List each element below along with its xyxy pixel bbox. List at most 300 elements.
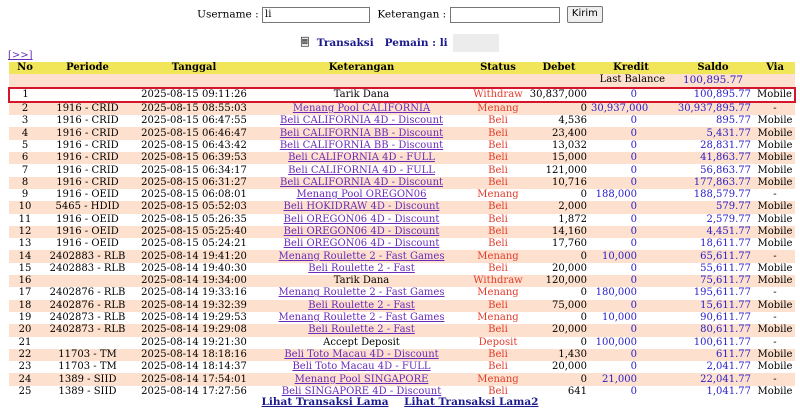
cell-saldo: 80,611.77 — [671, 324, 755, 336]
cell-keterangan — [254, 250, 469, 262]
keterangan-link[interactable]: Menang Roulette 2 - Fast Games — [278, 287, 445, 299]
cell-saldo: 90,611.77 — [671, 312, 755, 324]
cell-saldo: 18,611.77 — [671, 238, 755, 250]
cell-saldo: 22,041.77 — [671, 373, 755, 385]
cell-saldo: 28,831.77 — [671, 140, 755, 152]
expand-link[interactable]: [>>] — [8, 50, 33, 61]
cell-debet: 0 — [527, 102, 591, 115]
col-header-periode: Periode — [41, 62, 134, 74]
cell-tanggal: 2025-08-15 06:31:27 — [134, 177, 254, 189]
cell-kredit: 0 — [591, 201, 671, 213]
cell-via: Mobile — [755, 300, 795, 312]
cell-kredit: 0 — [591, 164, 671, 176]
cell-no: 16 — [9, 275, 41, 287]
keterangan-link[interactable]: Beli OREGON06 4D - Discount — [283, 213, 440, 225]
cell-debet: 10,716 — [527, 177, 591, 189]
col-header-status: Status — [469, 62, 527, 74]
cell-tanggal: 2025-08-14 19:32:39 — [134, 300, 254, 312]
cell-periode — [41, 337, 134, 349]
cell-no: 13 — [9, 238, 41, 250]
keterangan-link[interactable]: Beli Toto Macau 4D - FULL — [292, 361, 431, 373]
keterangan-text: Accept Deposit — [323, 336, 400, 348]
cell-kredit: 0 — [591, 361, 671, 373]
table-row — [9, 164, 795, 176]
cell-status: Beli — [469, 127, 527, 139]
cell-kredit: 0 — [591, 214, 671, 226]
cell-keterangan — [254, 337, 469, 349]
table-row — [9, 127, 795, 139]
cell-kredit: 0 — [591, 349, 671, 361]
cell-saldo: 2,579.77 — [671, 214, 755, 226]
keterangan-link[interactable]: Menang Pool SINGAPORE — [294, 373, 429, 385]
cell-no: 4 — [9, 127, 41, 139]
cell-via: Mobile — [755, 115, 795, 127]
keterangan-link[interactable]: Beli OREGON06 4D - Discount — [283, 226, 440, 237]
cell-periode — [41, 275, 134, 287]
cell-status: Beli — [469, 324, 527, 336]
cell-kredit: 0 — [591, 226, 671, 238]
cell-saldo: 611.77 — [671, 349, 755, 361]
cell-status: Beli — [469, 386, 527, 398]
cell-kredit: 0 — [591, 115, 671, 127]
cell-kredit: 180,000 — [591, 287, 671, 299]
cell-no: 19 — [9, 312, 41, 324]
cell-tanggal: 2025-08-14 18:14:37 — [134, 361, 254, 373]
cell-periode: 1916 - CRID — [41, 102, 134, 115]
keterangan-text: Tarik Dana — [333, 275, 390, 287]
cell-no: 11 — [9, 214, 41, 226]
cell-keterangan — [254, 324, 469, 336]
col-header-debet: Debet — [527, 62, 591, 74]
cell-tanggal: 2025-08-15 05:26:35 — [134, 214, 254, 226]
cell-via: Mobile — [755, 127, 795, 139]
keterangan-link[interactable]: Beli CALIFORNIA BB - Discount — [279, 127, 444, 139]
cell-keterangan — [254, 164, 469, 176]
cell-debet: 0 — [527, 337, 591, 349]
cell-no: 12 — [9, 226, 41, 238]
cell-no: 7 — [9, 164, 41, 176]
cell-no: 5 — [9, 140, 41, 152]
footer-links — [0, 396, 800, 408]
cell-keterangan — [254, 312, 469, 324]
cell-tanggal: 2025-08-14 18:18:16 — [134, 349, 254, 361]
cell-kredit: 0 — [591, 324, 671, 336]
cell-tanggal: 2025-08-15 06:46:47 — [134, 127, 254, 139]
cell-tanggal: 2025-08-15 06:34:17 — [134, 164, 254, 176]
keterangan-link[interactable]: Beli CALIFORNIA 4D - Discount — [279, 115, 444, 127]
title-transaksi: Transaksi — [316, 37, 374, 49]
cell-saldo: 41,863.77 — [671, 152, 755, 164]
old-transactions-link[interactable]: Lihat Transaksi Lama — [261, 396, 389, 408]
cell-kredit: 0 — [591, 300, 671, 312]
cell-debet: 2,000 — [527, 201, 591, 213]
cell-status: Beli — [469, 177, 527, 189]
cell-status: Beli — [469, 214, 527, 226]
cell-tanggal: 2025-08-14 19:40:30 — [134, 263, 254, 275]
keterangan-link[interactable]: Menang Roulette 2 - Fast Games — [278, 250, 445, 262]
cell-tanggal: 2025-08-15 06:39:53 — [134, 152, 254, 164]
last-balance-value: 100,895.77 — [671, 74, 755, 87]
cell-no: 10 — [9, 201, 41, 213]
cell-keterangan — [254, 287, 469, 299]
cell-tanggal: 2025-08-15 08:55:03 — [134, 102, 254, 115]
cell-status: Beli — [469, 164, 527, 176]
cell-via: Mobile — [755, 386, 795, 398]
cell-periode: 1389 - SIID — [41, 386, 134, 398]
cell-no: 18 — [9, 300, 41, 312]
cell-periode: 2402876 - RLB — [41, 300, 134, 312]
table-row — [9, 250, 795, 262]
cell-via: - — [755, 102, 795, 115]
cell-no: 25 — [9, 386, 41, 398]
cell-no: 20 — [9, 324, 41, 336]
col-header-keterangan: Keterangan — [254, 62, 469, 74]
username-label: Username : — [197, 8, 259, 21]
cell-tanggal: 2025-08-14 19:29:53 — [134, 312, 254, 324]
cell-periode: 1916 - CRID — [41, 164, 134, 176]
cell-keterangan — [254, 361, 469, 373]
cell-no: 22 — [9, 349, 41, 361]
cell-debet: 17,760 — [527, 238, 591, 250]
cell-debet: 0 — [527, 373, 591, 385]
cell-periode: 2402883 - RLB — [41, 250, 134, 262]
cell-status: Menang — [469, 250, 527, 262]
cell-debet: 0 — [527, 287, 591, 299]
table-row — [9, 189, 795, 201]
keterangan-link[interactable]: Beli CALIFORNIA 4D - FULL — [288, 164, 435, 176]
cell-debet: 0 — [527, 189, 591, 201]
cell-keterangan — [254, 201, 469, 213]
cell-via: Mobile — [755, 164, 795, 176]
cell-status: Beli — [469, 361, 527, 373]
cell-status: Withdraw — [469, 275, 527, 287]
cell-saldo: 75,611.77 — [671, 275, 755, 287]
cell-saldo: 1,041.77 — [671, 386, 755, 398]
cell-tanggal: 2025-08-14 19:41:20 — [134, 250, 254, 262]
keterangan-link[interactable]: Beli Roulette 2 - Fast — [308, 299, 415, 311]
cell-tanggal: 2025-08-14 19:21:30 — [134, 337, 254, 349]
cell-kredit: 0 — [591, 238, 671, 250]
keterangan-link[interactable]: Beli CALIFORNIA BB - Discount — [279, 139, 444, 151]
cell-kredit: 21,000 — [591, 373, 671, 385]
keterangan-input[interactable] — [450, 7, 560, 23]
table-row — [9, 102, 795, 115]
cell-saldo: 895.77 — [671, 115, 755, 127]
cell-debet: 30,837,000 — [527, 88, 591, 102]
cell-no: 9 — [9, 189, 41, 201]
cell-keterangan — [254, 349, 469, 361]
cell-via: Mobile — [755, 275, 795, 287]
col-header-tanggal: Tanggal — [134, 62, 254, 74]
table-row-selected — [9, 88, 795, 102]
cell-debet: 121,000 — [527, 164, 591, 176]
cell-keterangan — [254, 88, 469, 102]
cell-periode: 1389 - SIID — [41, 373, 134, 385]
cell-periode: 1916 - OEID — [41, 189, 134, 201]
cell-debet: 20,000 — [527, 324, 591, 336]
cell-debet: 4,536 — [527, 115, 591, 127]
cell-debet: 1,872 — [527, 214, 591, 226]
cell-status: Beli — [469, 115, 527, 127]
table-row — [9, 152, 795, 164]
kirim-button[interactable]: Kirim — [567, 6, 603, 23]
cell-tanggal: 2025-08-15 05:25:40 — [134, 226, 254, 238]
cell-saldo: 65,611.77 — [671, 250, 755, 262]
keterangan-link[interactable]: Beli CALIFORNIA 4D - Discount — [279, 176, 444, 188]
cell-status: Menang — [469, 102, 527, 115]
col-header-saldo: Saldo — [671, 62, 755, 74]
document-icon: 🗏 — [300, 37, 310, 49]
table-row — [9, 140, 795, 152]
cell-via: Mobile — [755, 88, 795, 102]
cell-periode: 1916 - CRID — [41, 177, 134, 189]
table-row — [9, 337, 795, 349]
cell-kredit: 0 — [591, 275, 671, 287]
cell-status: Beli — [469, 201, 527, 213]
cell-periode: 11703 - TM — [41, 361, 134, 373]
keterangan-label: Keterangan : — [377, 8, 447, 21]
cell-via: Mobile — [755, 324, 795, 336]
cell-kredit: 0 — [591, 140, 671, 152]
table-row — [9, 349, 795, 361]
cell-keterangan — [254, 226, 469, 238]
cell-periode: 1916 - CRID — [41, 140, 134, 152]
cell-tanggal: 2025-08-15 09:11:26 — [134, 88, 254, 102]
cell-tanggal: 2025-08-15 06:43:42 — [134, 140, 254, 152]
cell-periode: 2402873 - RLB — [41, 324, 134, 336]
cell-via: Mobile — [755, 238, 795, 250]
redacted-username — [453, 34, 499, 52]
cell-tanggal: 2025-08-14 19:33:16 — [134, 287, 254, 299]
table-row — [9, 312, 795, 324]
cell-saldo: 100,895.77 — [671, 88, 755, 102]
cell-kredit: 10,000 — [591, 250, 671, 262]
username-input[interactable]: li — [262, 7, 370, 23]
cell-no: 23 — [9, 361, 41, 373]
col-header-no: No — [9, 62, 41, 74]
keterangan-link[interactable]: Beli Roulette 2 - Fast — [308, 262, 415, 274]
cell-kredit: 0 — [591, 88, 671, 102]
cell-debet: 13,032 — [527, 140, 591, 152]
cell-status: Beli — [469, 300, 527, 312]
cell-kredit: 0 — [591, 263, 671, 275]
cell-kredit: 30,937,000 — [591, 102, 671, 115]
cell-debet: 20,000 — [527, 263, 591, 275]
cell-periode: 1916 - OEID — [41, 214, 134, 226]
cell-debet: 0 — [527, 312, 591, 324]
cell-via: - — [755, 337, 795, 349]
cell-via: - — [755, 250, 795, 262]
cell-keterangan — [254, 238, 469, 250]
cell-kredit: 0 — [591, 152, 671, 164]
cell-status: Beli — [469, 263, 527, 275]
cell-periode: 11703 - TM — [41, 349, 134, 361]
cell-tanggal: 2025-08-14 19:34:00 — [134, 275, 254, 287]
cell-keterangan — [254, 152, 469, 164]
keterangan-link[interactable]: Beli CALIFORNIA 4D - FULL — [288, 152, 435, 164]
cell-no: 21 — [9, 337, 41, 349]
table-row — [9, 214, 795, 226]
cell-keterangan — [254, 140, 469, 152]
keterangan-link[interactable]: Beli HOKIDRAW 4D - Discount — [283, 201, 440, 213]
cell-no: 1 — [9, 88, 41, 102]
cell-periode: 1916 - CRID — [41, 127, 134, 139]
cell-kredit: 0 — [591, 127, 671, 139]
cell-status: Beli — [469, 152, 527, 164]
cell-saldo: 100,611.77 — [671, 337, 755, 349]
table-row — [9, 115, 795, 127]
table-row — [9, 177, 795, 189]
keterangan-link[interactable]: Beli OREGON06 4D - Discount — [283, 238, 440, 250]
cell-via: Mobile — [755, 140, 795, 152]
cell-saldo: 5,431.77 — [671, 127, 755, 139]
cell-debet: 75,000 — [527, 300, 591, 312]
cell-keterangan — [254, 373, 469, 385]
cell-periode: 5465 - HDID — [41, 201, 134, 213]
table-row — [9, 287, 795, 299]
cell-saldo: 4,451.77 — [671, 226, 755, 238]
cell-debet: 20,000 — [527, 361, 591, 373]
cell-kredit: 100,000 — [591, 337, 671, 349]
cell-via: Mobile — [755, 226, 795, 238]
cell-no: 24 — [9, 373, 41, 385]
cell-periode: 2402883 - RLB — [41, 263, 134, 275]
cell-no: 2 — [9, 102, 41, 115]
last-balance-label: Last Balance — [591, 74, 671, 87]
keterangan-link[interactable]: Beli SINGAPORE 4D - Discount — [281, 385, 442, 397]
search-form — [0, 6, 800, 23]
table-row — [9, 263, 795, 275]
cell-periode: 2402876 - RLB — [41, 287, 134, 299]
cell-via: - — [755, 373, 795, 385]
table-row — [9, 226, 795, 238]
cell-periode: 2402873 - RLB — [41, 312, 134, 324]
cell-via: Mobile — [755, 361, 795, 373]
table-row — [9, 275, 795, 287]
cell-status: Beli — [469, 349, 527, 361]
cell-debet: 1,430 — [527, 349, 591, 361]
cell-tanggal: 2025-08-14 19:29:08 — [134, 324, 254, 336]
cell-saldo: 177,863.77 — [671, 177, 755, 189]
last-balance-row — [9, 74, 795, 87]
cell-keterangan — [254, 275, 469, 287]
cell-saldo: 56,863.77 — [671, 164, 755, 176]
cell-status: Beli — [469, 140, 527, 152]
cell-periode — [41, 88, 134, 102]
cell-status: Beli — [469, 226, 527, 238]
cell-tanggal: 2025-08-15 05:52:03 — [134, 201, 254, 213]
keterangan-link[interactable]: Beli Roulette 2 - Fast — [308, 324, 415, 336]
cell-debet: 641 — [527, 386, 591, 398]
cell-tanggal: 2025-08-14 17:27:56 — [134, 386, 254, 398]
cell-keterangan — [254, 127, 469, 139]
cell-status: Menang — [469, 287, 527, 299]
cell-tanggal: 2025-08-15 06:08:01 — [134, 189, 254, 201]
cell-kredit: 10,000 — [591, 312, 671, 324]
keterangan-link[interactable]: Menang Roulette 2 - Fast Games — [278, 312, 445, 324]
cell-tanggal: 2025-08-14 17:54:01 — [134, 373, 254, 385]
cell-debet: 23,400 — [527, 127, 591, 139]
table-row — [9, 201, 795, 213]
old-transactions-link-2[interactable]: Lihat Transaksi Lama2 — [404, 396, 539, 408]
table-header-row — [9, 62, 795, 74]
cell-debet: 14,160 — [527, 226, 591, 238]
cell-saldo: 579.77 — [671, 201, 755, 213]
cell-keterangan — [254, 177, 469, 189]
table-row — [9, 238, 795, 250]
cell-saldo: 2,041.77 — [671, 361, 755, 373]
cell-periode: 1916 - CRID — [41, 152, 134, 164]
keterangan-link[interactable]: Menang Pool CALIFORNIA — [292, 103, 431, 115]
cell-status: Beli — [469, 238, 527, 250]
cell-no: 3 — [9, 115, 41, 127]
cell-via: Mobile — [755, 201, 795, 213]
cell-kredit: 0 — [591, 386, 671, 398]
keterangan-link[interactable]: Beli Toto Macau 4D - Discount — [284, 348, 439, 360]
cell-keterangan — [254, 263, 469, 275]
cell-keterangan — [254, 115, 469, 127]
table-row — [9, 373, 795, 385]
cell-via: - — [755, 312, 795, 324]
keterangan-text: Tarik Dana — [333, 88, 390, 100]
cell-debet: 0 — [527, 250, 591, 262]
cell-via: - — [755, 189, 795, 201]
transaction-table — [8, 62, 796, 398]
cell-status: Menang — [469, 189, 527, 201]
cell-via: Mobile — [755, 349, 795, 361]
cell-kredit: 188,000 — [591, 189, 671, 201]
cell-debet: 120,000 — [527, 275, 591, 287]
cell-via: Mobile — [755, 177, 795, 189]
col-header-kredit: Kredit — [591, 62, 671, 74]
cell-saldo: 55,611.77 — [671, 263, 755, 275]
cell-no: 15 — [9, 263, 41, 275]
cell-no: 17 — [9, 287, 41, 299]
cell-saldo: 195,611.77 — [671, 287, 755, 299]
cell-via: Mobile — [755, 152, 795, 164]
cell-status: Deposit — [469, 337, 527, 349]
cell-tanggal: 2025-08-15 05:24:21 — [134, 238, 254, 250]
cell-tanggal: 2025-08-15 06:47:55 — [134, 115, 254, 127]
cell-no: 6 — [9, 152, 41, 164]
col-header-via: Via — [755, 62, 795, 74]
cell-status: Withdraw — [469, 88, 527, 102]
cell-periode: 1916 - OEID — [41, 226, 134, 238]
cell-via: Mobile — [755, 214, 795, 226]
cell-via: Mobile — [755, 263, 795, 275]
cell-status: Menang — [469, 312, 527, 324]
cell-keterangan — [254, 189, 469, 201]
cell-saldo: 15,611.77 — [671, 300, 755, 312]
cell-keterangan — [254, 300, 469, 312]
table-row — [9, 361, 795, 373]
cell-via: - — [755, 287, 795, 299]
player-label: Pemain : li — [384, 37, 448, 49]
table-row — [9, 324, 795, 336]
cell-keterangan — [254, 102, 469, 115]
keterangan-link[interactable]: Menang Pool OREGON06 — [296, 189, 427, 201]
cell-periode: 1916 - CRID — [41, 115, 134, 127]
table-row — [9, 300, 795, 312]
cell-periode: 1916 - OEID — [41, 238, 134, 250]
cell-debet: 15,000 — [527, 152, 591, 164]
cell-no: 14 — [9, 250, 41, 262]
cell-no: 8 — [9, 177, 41, 189]
cell-status: Menang — [469, 373, 527, 385]
page-title — [0, 34, 800, 52]
cell-saldo: 188,579.77 — [671, 189, 755, 201]
cell-saldo: 30,937,895.77 — [671, 102, 755, 115]
